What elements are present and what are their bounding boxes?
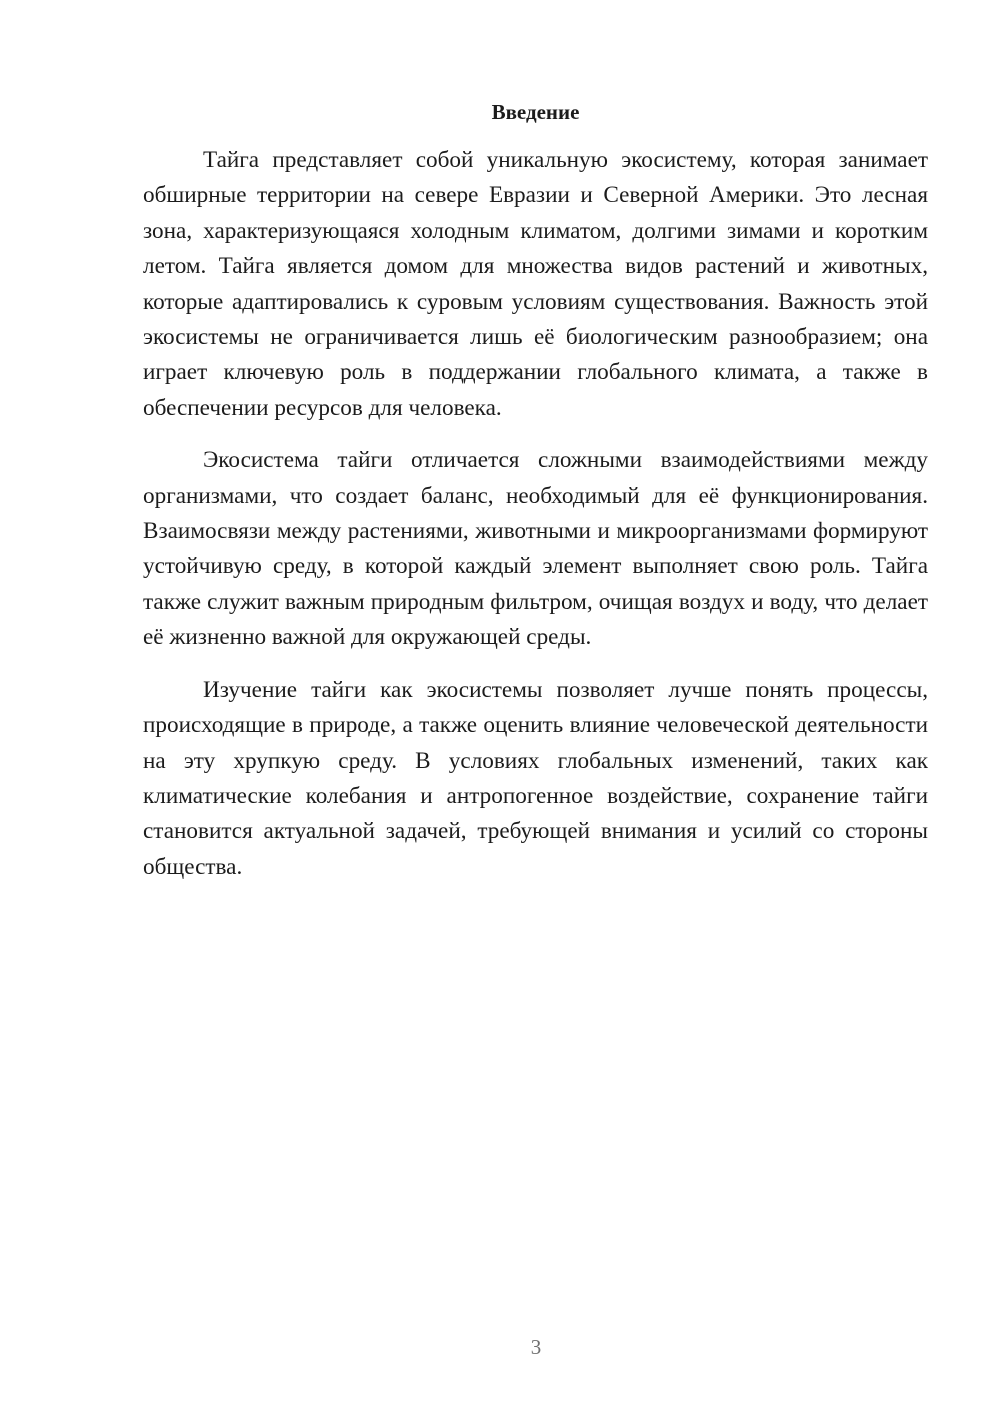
paragraph: Тайга представляет собой уникальную экосистему, которая занимает обширные территории на севере Евразии и Северной Америки. Это лесная зона, характеризующаяся холодным климатом, долгими зимами и коротким летом. Тайга является домом для множества видов растений и животных, которые адаптировались к суровым условиям существования. Важность этой экосистемы не ограничивается лишь её биологическим разнообразием; она играет ключевую роль в поддержании глобального климата, а также в обеспечении ресурсов для человека. [143,147,928,421]
paragraph: Экосистема тайги отличается сложными взаимодействиями между организмами, что создает баланс, необходимый для её функционирования. Взаимосвязи между растениями, животными и микроорганизмами формируют устойчивую среду, в которой каждый элемент выполняет свою роль. Тайга также служит важным природным фильтром, очищая воздух и воду, что делает её жизненно важной для окружающей среды. [143,447,928,651]
section-heading: Введение [491,100,580,124]
body-text [143,143,928,885]
page-number: 3 [530,1335,542,1359]
paragraph: Изучение тайги как экосистемы позволяет лучше понять процессы, происходящие в природе, а также оценить влияние человеческой деятельности на эту хрупкую среду. В условиях глобальных изменений, таких как климатические колебания и антропогенное воздействие, сохранение тайги становится актуальной задачей, требующей внимания и усилий со стороны общества. [143,676,928,880]
